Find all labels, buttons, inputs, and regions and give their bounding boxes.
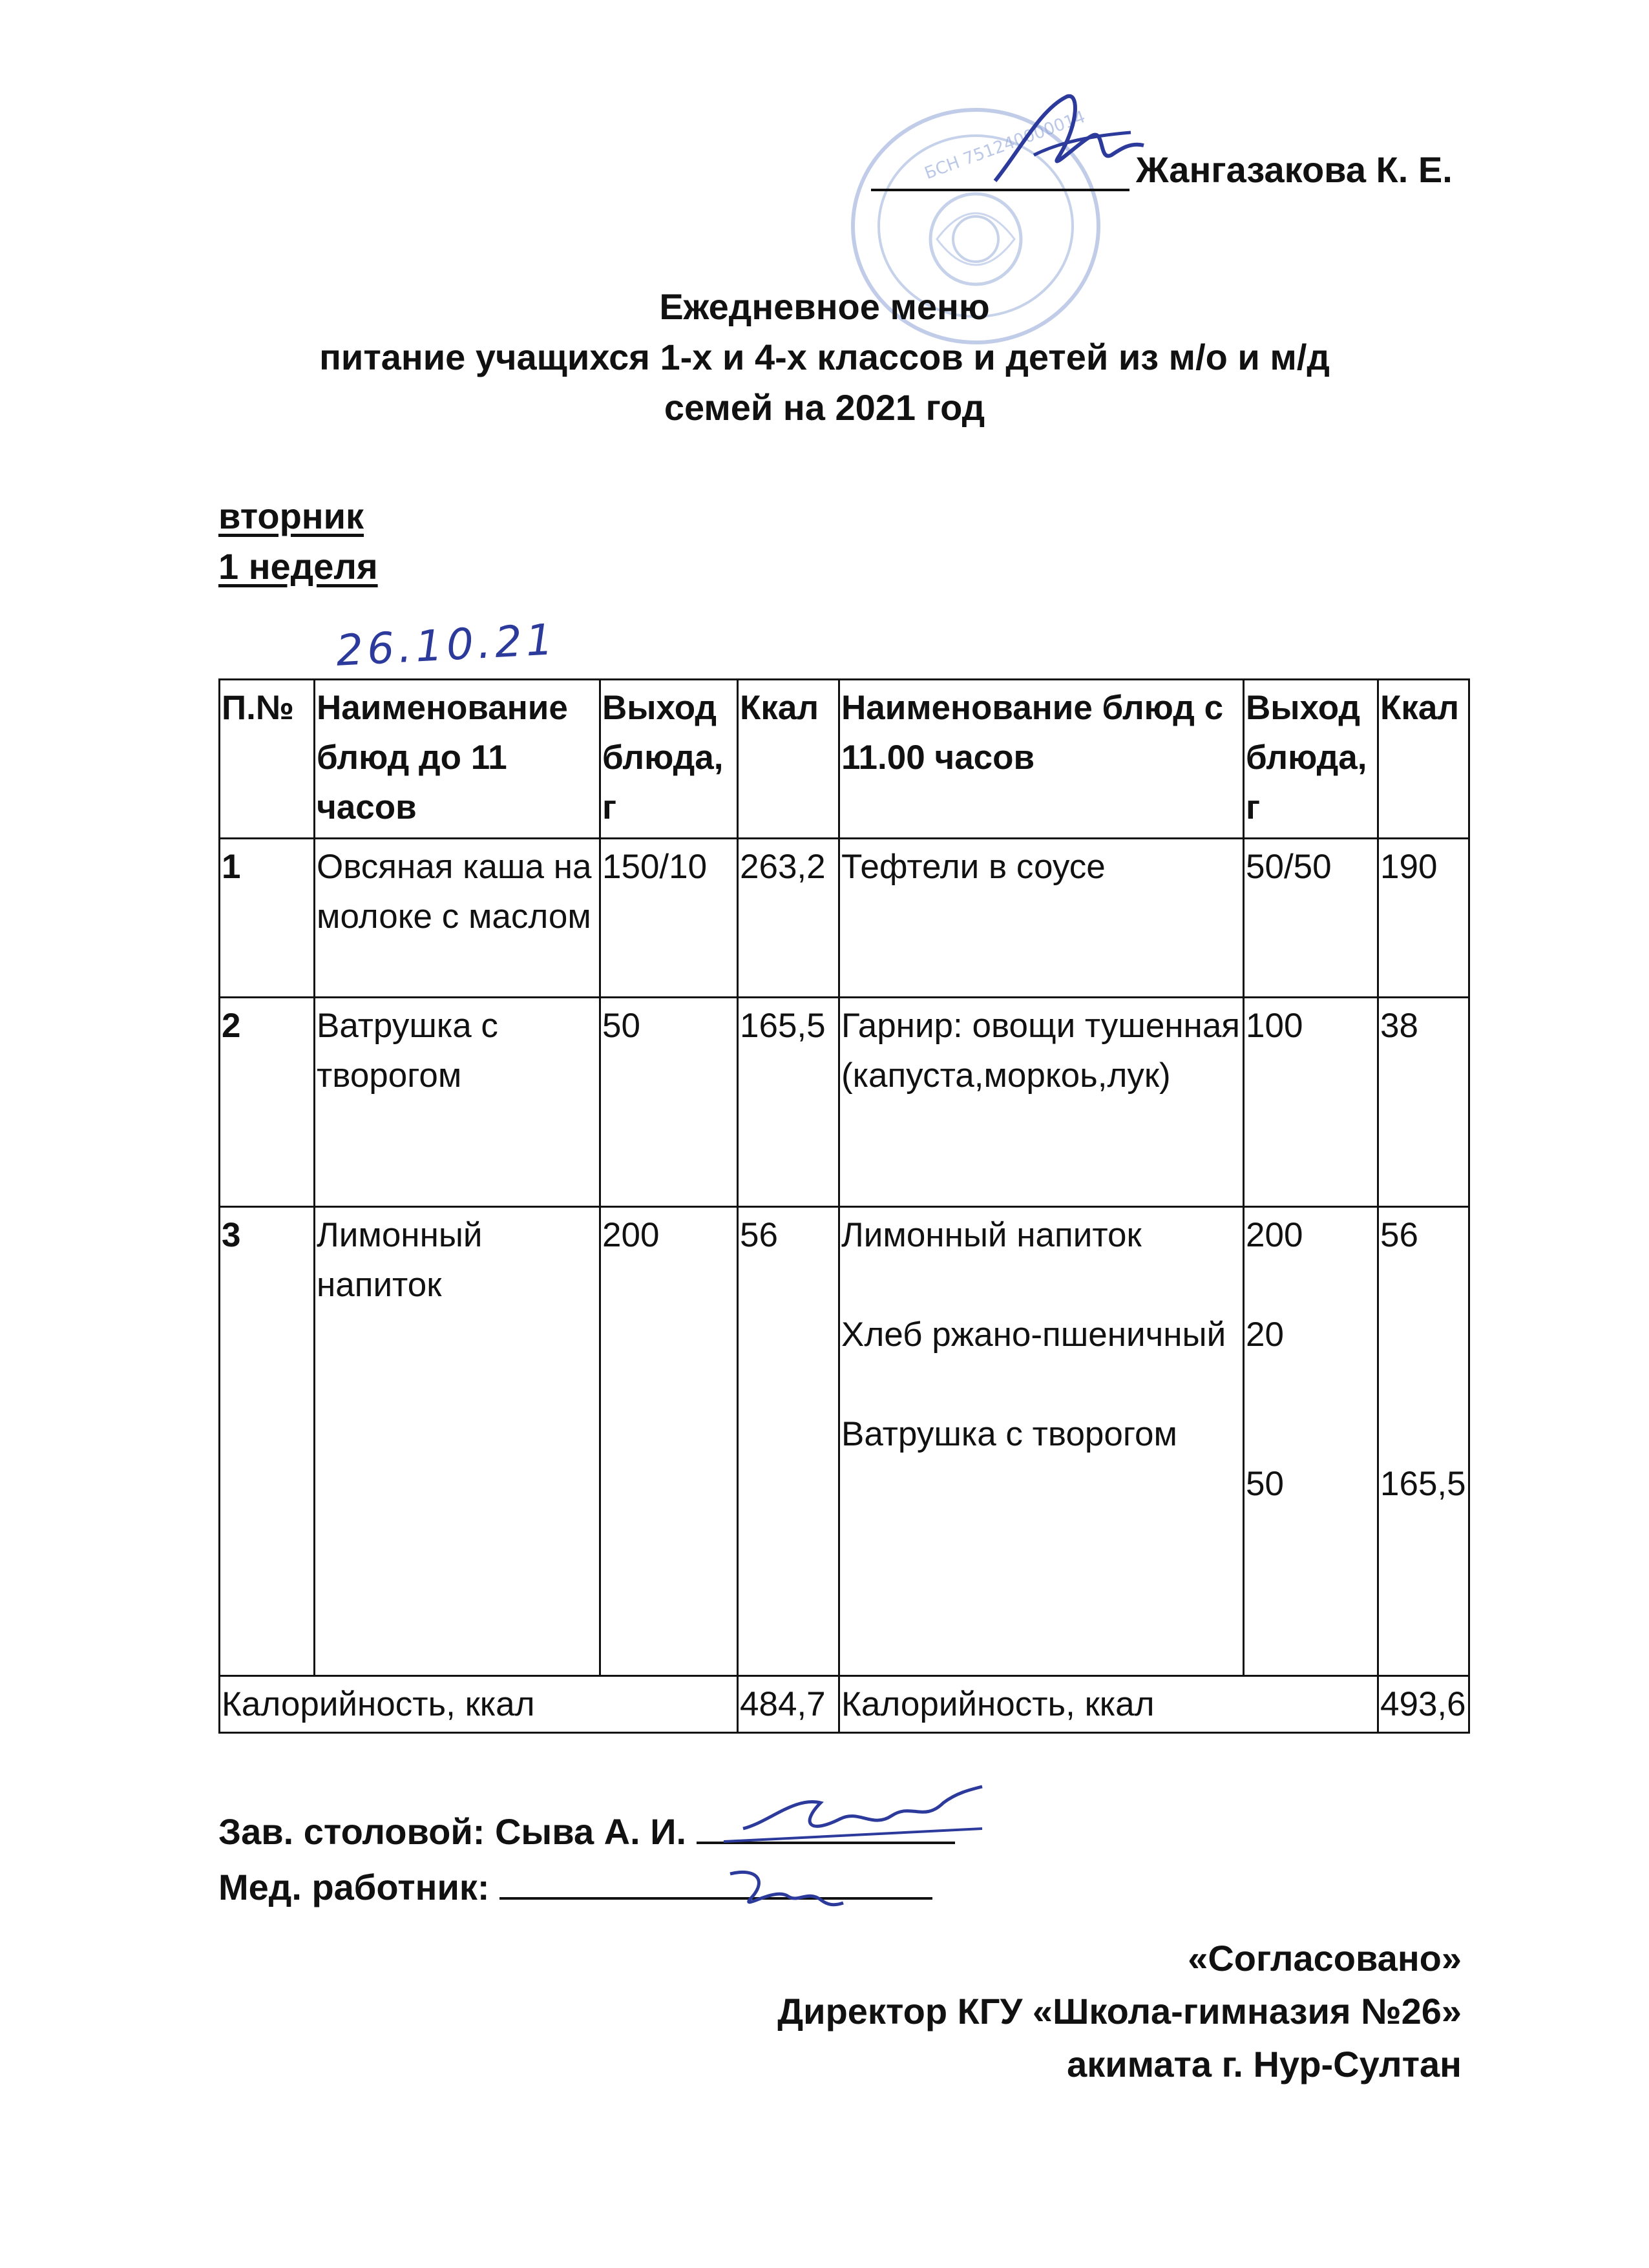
- header-num: П.№: [220, 680, 315, 839]
- yield-before: 200: [600, 1207, 738, 1676]
- dish-after-list: [839, 1207, 1244, 1676]
- approval-line-2: Директор КГУ «Школа-гимназия №26»: [777, 1991, 1462, 2032]
- kcal-before: 263,2: [738, 839, 839, 998]
- dish-before: Лимонный напиток: [315, 1207, 600, 1676]
- title-line-1: Ежедневное меню: [659, 286, 990, 327]
- kcal-after-list: [1378, 1207, 1469, 1676]
- menu-table: [218, 678, 1470, 1734]
- yield-after: 100: [1244, 998, 1378, 1207]
- title-line-2: питание учащихся 1-х и 4-х классов и детей из м/о и м/д: [319, 337, 1330, 377]
- title-line-3: семей на 2021 год: [664, 387, 985, 428]
- weekday: вторник: [218, 496, 364, 536]
- yield-after-list: [1244, 1207, 1378, 1676]
- week-number: 1 неделя: [218, 546, 378, 587]
- dish-before: Овсяная каша на молоке с маслом: [315, 839, 600, 998]
- canteen-head-label: Зав. столовой: Сыва А. И.: [218, 1811, 687, 1852]
- kcal-after: 38: [1378, 998, 1469, 1207]
- kcal-after: 190: [1378, 839, 1469, 998]
- day-info: [218, 491, 378, 592]
- dish-after: Ватрушка с творогом: [841, 1415, 1177, 1453]
- medic-signature: [717, 1861, 846, 1926]
- total-label-before: Калорийность, ккал: [220, 1676, 738, 1733]
- table-total-row: [220, 1676, 1469, 1733]
- row-num: 1: [220, 839, 315, 998]
- yield-after: 50: [1246, 1465, 1284, 1503]
- table-header-row: [220, 680, 1469, 839]
- dish-after: Гарнир: овощи тушенная (капуста,моркоь,лук): [839, 998, 1244, 1207]
- yield-before: 150/10: [600, 839, 738, 998]
- kcal-before: 165,5: [738, 998, 839, 1207]
- table-row: [220, 998, 1469, 1207]
- dish-after: Тефтели в соусе: [839, 839, 1244, 998]
- yield-after: 50/50: [1244, 839, 1378, 998]
- dish-before: Ватрушка с творогом: [315, 998, 600, 1207]
- approver-signature: [982, 84, 1150, 200]
- total-label-after: Калорийность, ккал: [839, 1676, 1378, 1733]
- approval-line-3: акимата г. Нур-Султан: [1067, 2044, 1462, 2084]
- approver-name: Жангазакова К. Е.: [1136, 149, 1453, 190]
- approver-signature-line: [871, 142, 1517, 200]
- header-dish-before: Наименование блюд до 11 часов: [315, 680, 600, 839]
- approval-line-1: «Согласовано»: [1188, 1938, 1462, 1979]
- kcal-after: 56: [1380, 1216, 1418, 1254]
- yield-after: 20: [1246, 1316, 1284, 1354]
- header-yield-after: Выход блюда, г: [1244, 680, 1378, 839]
- row-num: 2: [220, 998, 315, 1207]
- row-num: 3: [220, 1207, 315, 1676]
- header-yield-before: Выход блюда, г: [600, 680, 738, 839]
- svg-text:БСН 751240000014: БСН 751240000014: [921, 107, 1088, 184]
- medic-label: Мед. работник:: [218, 1867, 490, 1907]
- yield-after: 200: [1246, 1216, 1303, 1254]
- yield-before: 50: [600, 998, 738, 1207]
- document-title: [0, 282, 1649, 433]
- dish-after: Лимонный напиток: [841, 1216, 1142, 1254]
- kcal-before: 56: [738, 1207, 839, 1676]
- table-row: [220, 1207, 1469, 1676]
- table-row: [220, 839, 1469, 998]
- header-kcal-before: Ккал: [738, 680, 839, 839]
- handwritten-date: 26.10.21: [335, 614, 558, 676]
- kcal-after: 165,5: [1380, 1465, 1466, 1503]
- header-kcal-after: Ккал: [1378, 680, 1469, 839]
- total-before: 484,7: [738, 1676, 839, 1733]
- canteen-head-signature: [717, 1783, 989, 1867]
- total-after: 493,6: [1378, 1676, 1469, 1733]
- approval-block: [777, 1932, 1462, 2091]
- kcal-after: [1380, 1310, 1467, 1360]
- dish-after: Хлеб ржано-пшеничный: [841, 1316, 1226, 1354]
- header-dish-after: Наименование блюд с 11.00 часов: [839, 680, 1244, 839]
